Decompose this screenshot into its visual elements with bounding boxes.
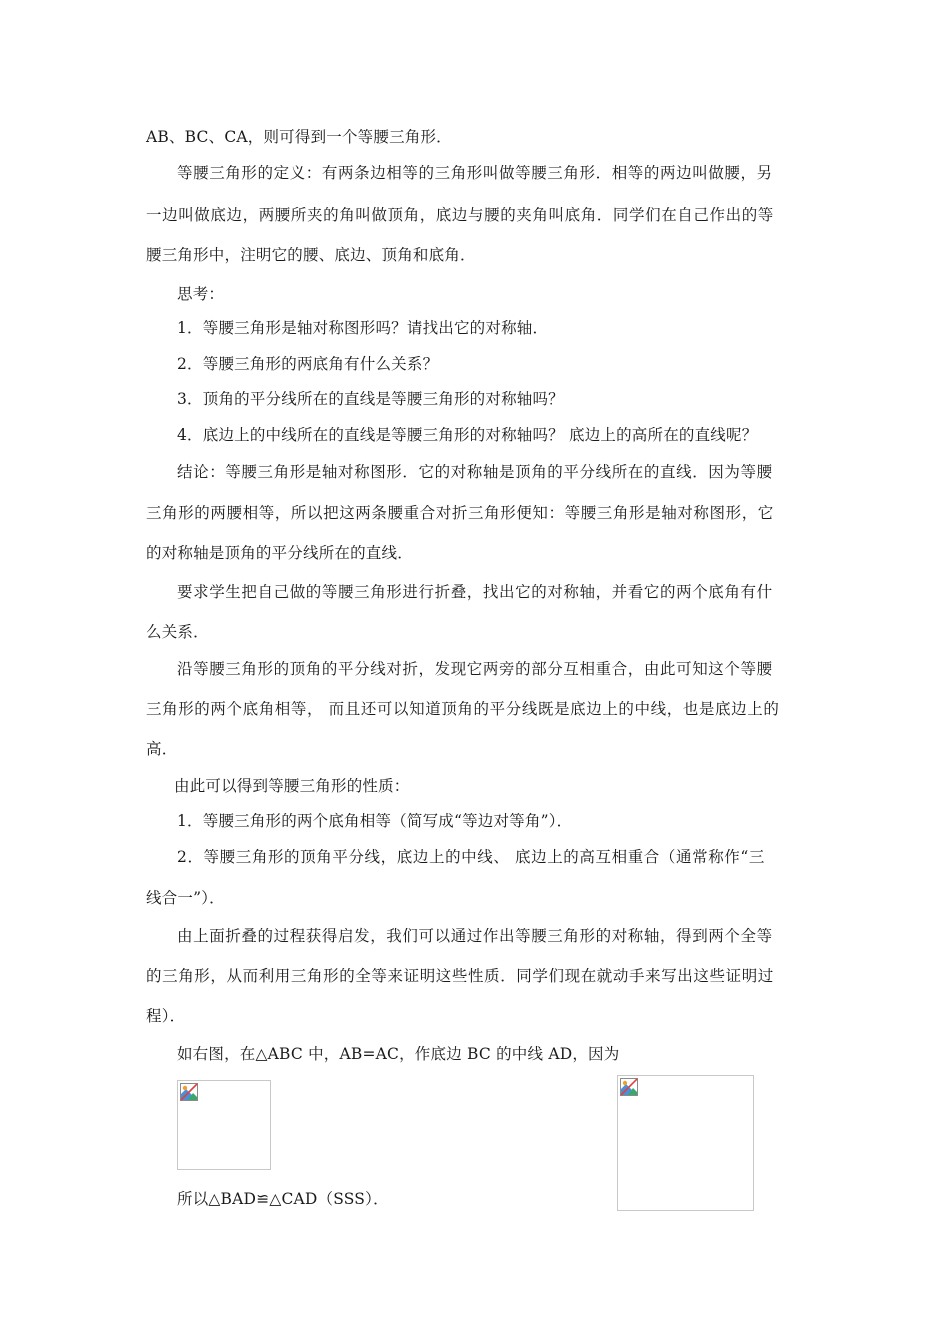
- section-heading-thinking: 思考：: [177, 285, 225, 303]
- paragraph-line: 三角形的两腰相等，所以把这两条腰重合对折三角形便知：等腰三角形是轴对称图形，它: [146, 504, 774, 522]
- figure-placeholder-right: [617, 1075, 754, 1211]
- proof-intro-paragraph: 由上面折叠的过程获得启发，我们可以通过作出等腰三角形的对称轴，得到两个全等: [177, 927, 773, 945]
- proof-setup: 如右图，在△ABC 中，AB=AC，作底边 BC 的中线 AD，因为: [177, 1045, 620, 1063]
- proof-conclusion: 所以△BAD≌△CAD（SSS）．: [177, 1190, 389, 1208]
- activity-paragraph: 要求学生把自己做的等腰三角形进行折叠，找出它的对称轴，并看它的两个底角有什: [177, 583, 773, 601]
- property-1: 1．等腰三角形的两个底角相等（简写成“等边对等角”）．: [177, 812, 573, 830]
- paragraph-line: 的三角形，从而利用三角形的全等来证明这些性质．同学们现在就动手来写出这些证明过: [146, 967, 774, 985]
- conclusion-paragraph: 结论：等腰三角形是轴对称图形．它的对称轴是顶角的平分线所在的直线．因为等腰: [177, 463, 773, 481]
- properties-intro: 由此可以得到等腰三角形的性质：: [174, 777, 410, 795]
- paragraph-line: 三角形的两个底角相等， 而且还可以知道顶角的平分线既是底边上的中线，也是底边上的: [146, 700, 780, 718]
- paragraph-line: 的对称轴是顶角的平分线所在的直线．: [146, 544, 413, 562]
- paragraph-line: 高．: [146, 740, 178, 758]
- definition-paragraph: 等腰三角形的定义：有两条边相等的三角形叫做等腰三角形．相等的两边叫做腰，另: [177, 164, 773, 182]
- property-2: 2．等腰三角形的顶角平分线，底边上的中线、 底边上的高互相重合（通常称作“三: [177, 848, 766, 866]
- question-1: 1．等腰三角形是轴对称图形吗？请找出它的对称轴．: [177, 319, 549, 337]
- paragraph-line: AB、BC、CA，则可得到一个等腰三角形．: [146, 128, 452, 146]
- paragraph-line: 线合一”）．: [146, 889, 225, 907]
- paragraph-line: 腰三角形中，注明它的腰、底边、顶角和底角．: [146, 246, 476, 264]
- paragraph-line: 么关系．: [146, 623, 209, 641]
- fold-paragraph: 沿等腰三角形的顶角的平分线对折，发现它两旁的部分互相重合，由此可知这个等腰: [177, 660, 773, 678]
- paragraph-line: 一边叫做底边，两腰所夹的角叫做顶角，底边与腰的夹角叫底角．同学们在自己作出的等: [146, 206, 774, 224]
- broken-image-icon: [180, 1083, 198, 1101]
- question-4: 4．底边上的中线所在的直线是等腰三角形的对称轴吗？ 底边上的高所在的直线呢？: [177, 426, 758, 444]
- question-2: 2．等腰三角形的两底角有什么关系？: [177, 355, 439, 373]
- question-3: 3．顶角的平分线所在的直线是等腰三角形的对称轴吗？: [177, 390, 564, 408]
- figure-placeholder-left: [177, 1080, 271, 1170]
- broken-image-icon: [620, 1078, 638, 1096]
- paragraph-line: 程）．: [146, 1007, 186, 1025]
